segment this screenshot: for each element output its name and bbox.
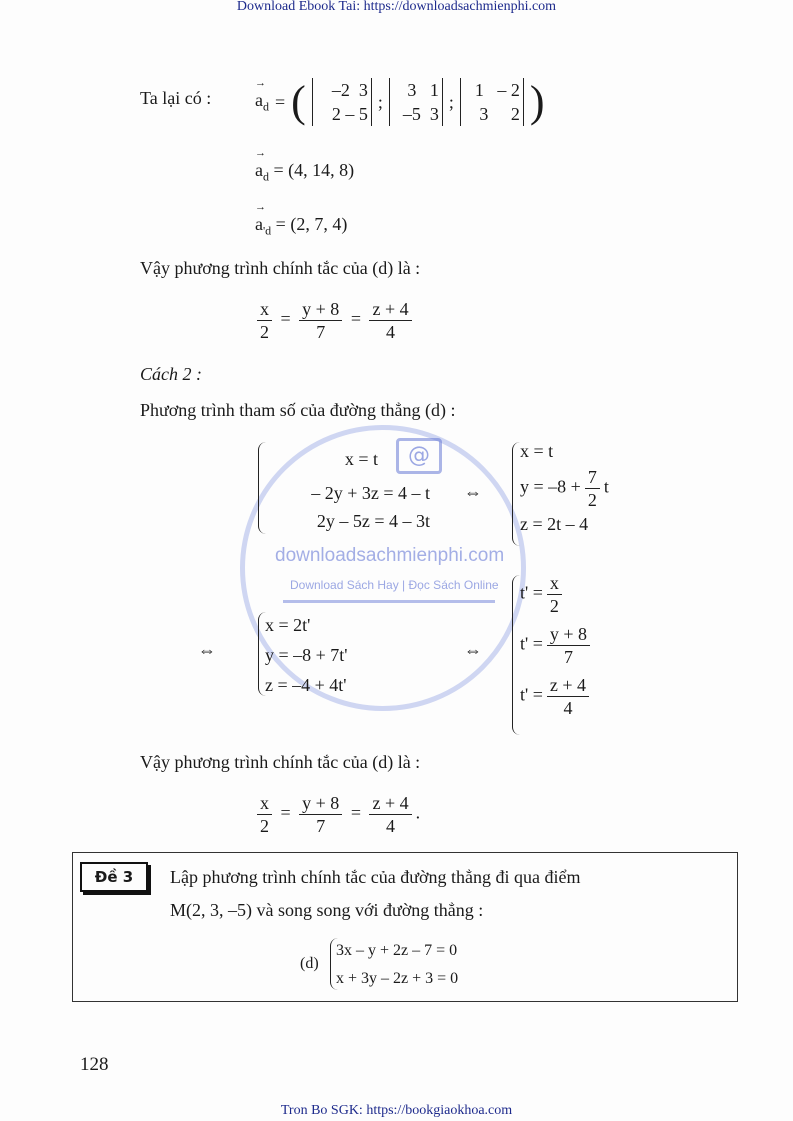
ad-equation: → $a_d = (4$, 14, 8) [255,160,354,185]
param-heading: Phương trình tham số của đường thẳng (d) : [140,400,456,420]
determinant-3: 1 – 2 3 2 [460,78,524,126]
conclusion-1: Vậy phương trình chính tắc của (d) là : [140,258,421,278]
system-4: t' = $\frac{x}{2}$ t' = $\frac{y + 8}{7}$ t' = $\frac{z + 4}{4}$ [520,572,594,719]
equiv-symbol: ⇔ [464,482,482,502]
determinant-2: 3 1 –5 3 [389,78,443,126]
system-1: x = t – 2y + 3z = 4 – t 2y – 5z = 4 – 3t [311,449,430,531]
vector-determinants: → $a_d$ = ( –2 3 2 – 5 ; 3 1 –5 3 ; 1 – 2 3 2 ) [255,82,545,122]
conclusion-2: Vậy phương trình chính tắc của (d) là : [140,752,421,772]
system-2: x = t y = –8 + $\frac{7}{2}$ t z = 2t – 4 [520,441,609,534]
intro-label: Ta lại có : [140,88,212,108]
header-download-link[interactable]: Download Ebook Tai: https://downloadsachmienphi.com [236,0,557,14]
exercise-label: (d) [300,955,319,972]
exercise-system: 3x – y + 2z – 7 = 0 x + 3y – 2z + 3 = 0 [336,942,459,987]
watermark-book-icon: @ [396,438,442,474]
watermark-site: downloadsachmienphi.com [275,545,505,566]
exercise-line-1: Lập phương trình chính tắc của đường thẳng đi qua điểm [170,867,581,887]
watermark-line [283,600,495,603]
ad-prime-equation: → $a_{'d} = (2$, 7, 4) [255,214,347,239]
footer-link[interactable]: Tron Bo SGK: https://bookgiaokhoa.com [280,1103,513,1118]
exercise-badge: Đề 3 [80,862,148,892]
page-number: 128 [80,1054,109,1075]
watermark-tagline: Download Sách Hay | Đọc Sách Online [290,578,499,592]
equiv-symbol: ⇔ [198,640,216,660]
canonical-equation-2: $\frac{x}{2}$ = $\frac{y + 8}{7}$ = $\frac{z + 4}{4}$ . [253,792,420,837]
system-3: x = 2t' y = –8 + 7t' z = –4 + 4t' [265,615,348,695]
method-2-heading: Cách 2 : [140,364,202,384]
equiv-symbol: ⇔ [464,640,482,660]
exercise-line-2: M(2, 3, –5) và song song với đường thẳng : [170,900,484,920]
determinant-1: –2 3 2 – 5 [312,78,372,126]
canonical-equation-1: $\frac{x}{2}$ = $\frac{y + 8}{7}$ = $\frac{z + 4}{4}$ [253,298,416,343]
